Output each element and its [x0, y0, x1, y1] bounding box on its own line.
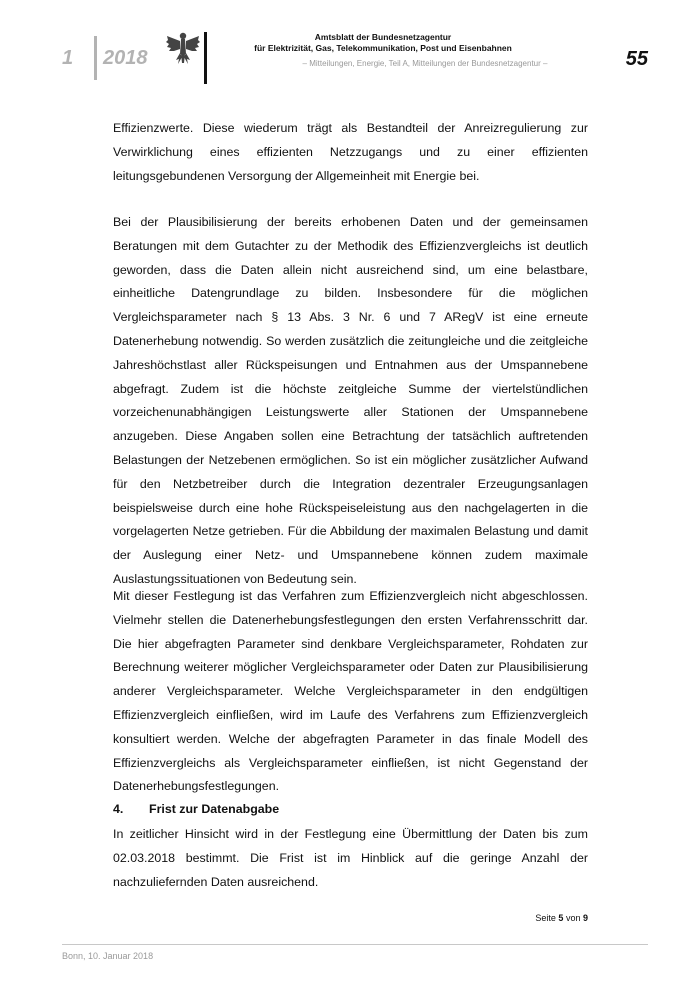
- publication-subtitle: für Elektrizität, Gas, Telekommunikation, Post und Eisenbahnen: [254, 43, 512, 53]
- paragraph-2: Bei der Plausibilisierung der bereits erhobenen Daten und der gemeinsamen Beratungen mit dem Gutachter zu der Methodik des Effizienzvergleichs ist deutlich geworden, dass die Daten allein nicht ausreichend sind, um eine belastbare, einheitliche Datengrundlage zu bilden. Insbesondere für die möglichen Vergleichsparameter nach § 13 Abs. 3 Nr. 6 und 7 ARegV ist eine erneute Datenerhebung notwendig. So werden zusätzlich die zeitungleiche und die zeitgleiche Jahreshöchstlast aller Rückspeisungen und Entnahmen aus der Umspannebene abgefragt. Zudem ist die höchste zeitgleiche Summe der viertelstündlichen vorzeichenunabhängigen Leistungswerte aller Stationen der Umspannebene anzugeben. Diese Angaben sollen eine Betrachtung der tatsächlich auftretenden Belastungen der Netzebenen ermöglichen. So ist ein möglicher zusätzlicher Aufwand für den Netzbetreiber durch die Integration dezentraler Erzeugungsanlagen beispielsweise durch eine hohe Rückspeiseleistung aus den nachgelagerten in die vorgelagerten Netze getrieben. Für die Abbildung der maximalen Belastung und damit der Auslegung einer Netz- und Umspannebene können zudem maximale Auslastungssituationen von Bedeutung sein.: [113, 215, 588, 586]
- footer-divider: [62, 944, 648, 945]
- section-title: Frist zur Datenabgabe: [149, 802, 280, 816]
- page-number: 55: [625, 48, 648, 70]
- paragraph-3: Mit dieser Festlegung ist das Verfahren zum Effizienzvergleich nicht abgeschlossen. Vielmehr stellen die Datenerhebungsfestlegungen den ersten Verfahrensschritt dar. Die hier abgefragten Parameter sind denkbare Vergleichsparameter, Rohdaten zur Berechnung weiterer möglicher Vergleichsparameter oder Daten zur Plausibilisierung anderer Vergleichsparameter. Welche Vergleichsparameter in den endgültigen Effizienzvergleich einfließen, wird im Laufe des Verfahrens zum Effizienzvergleich konsultiert werden. Welche der abgefragten Parameter in das finale Modell des Effizienzvergleichs als Vergleichsparameter einfließen, ist nicht Gegenstand der Datenerhebungsfestlegungen.: [113, 589, 588, 794]
- section-heading: [113, 802, 279, 816]
- page-counter: [535, 913, 588, 923]
- current-page: 5: [558, 913, 564, 923]
- paragraph-4: In zeitlicher Hinsicht wird in der Festlegung eine Übermittlung der Daten bis zum 02.03.2018 bestimmt. Die Frist ist im Hinblick auf die geringe Anzahl der nachzuliefernden Daten ausreichend.: [113, 827, 588, 889]
- section-subtitle: – Mitteilungen, Energie, Teil A, Mitteilungen der Bundesnetzagentur –: [302, 59, 548, 68]
- total-pages: 9: [582, 913, 588, 923]
- footer-date: Bonn, 10. Januar 2018: [62, 951, 154, 961]
- logo-divider: [204, 32, 207, 84]
- von-label: von: [565, 913, 581, 923]
- section-number: 4.: [113, 802, 124, 816]
- issue-year: 2018: [103, 47, 148, 69]
- seite-label: Seite: [535, 913, 556, 923]
- paragraph-1: Effizienzwerte. Diese wiederum trägt als Bestandteil der Anreizregulierung zur Verwirklichung eines effizienten Netzzugangs und zu einer effizienten leitungsgebundenen Versorgung der Allgemeinheit mit Energie bei.: [113, 121, 588, 183]
- publication-title: Amtsblatt der Bundesnetzagentur: [314, 32, 452, 42]
- issue-number: 1: [62, 47, 74, 69]
- federal-eagle-icon: [165, 30, 201, 70]
- issue-divider: [94, 36, 97, 80]
